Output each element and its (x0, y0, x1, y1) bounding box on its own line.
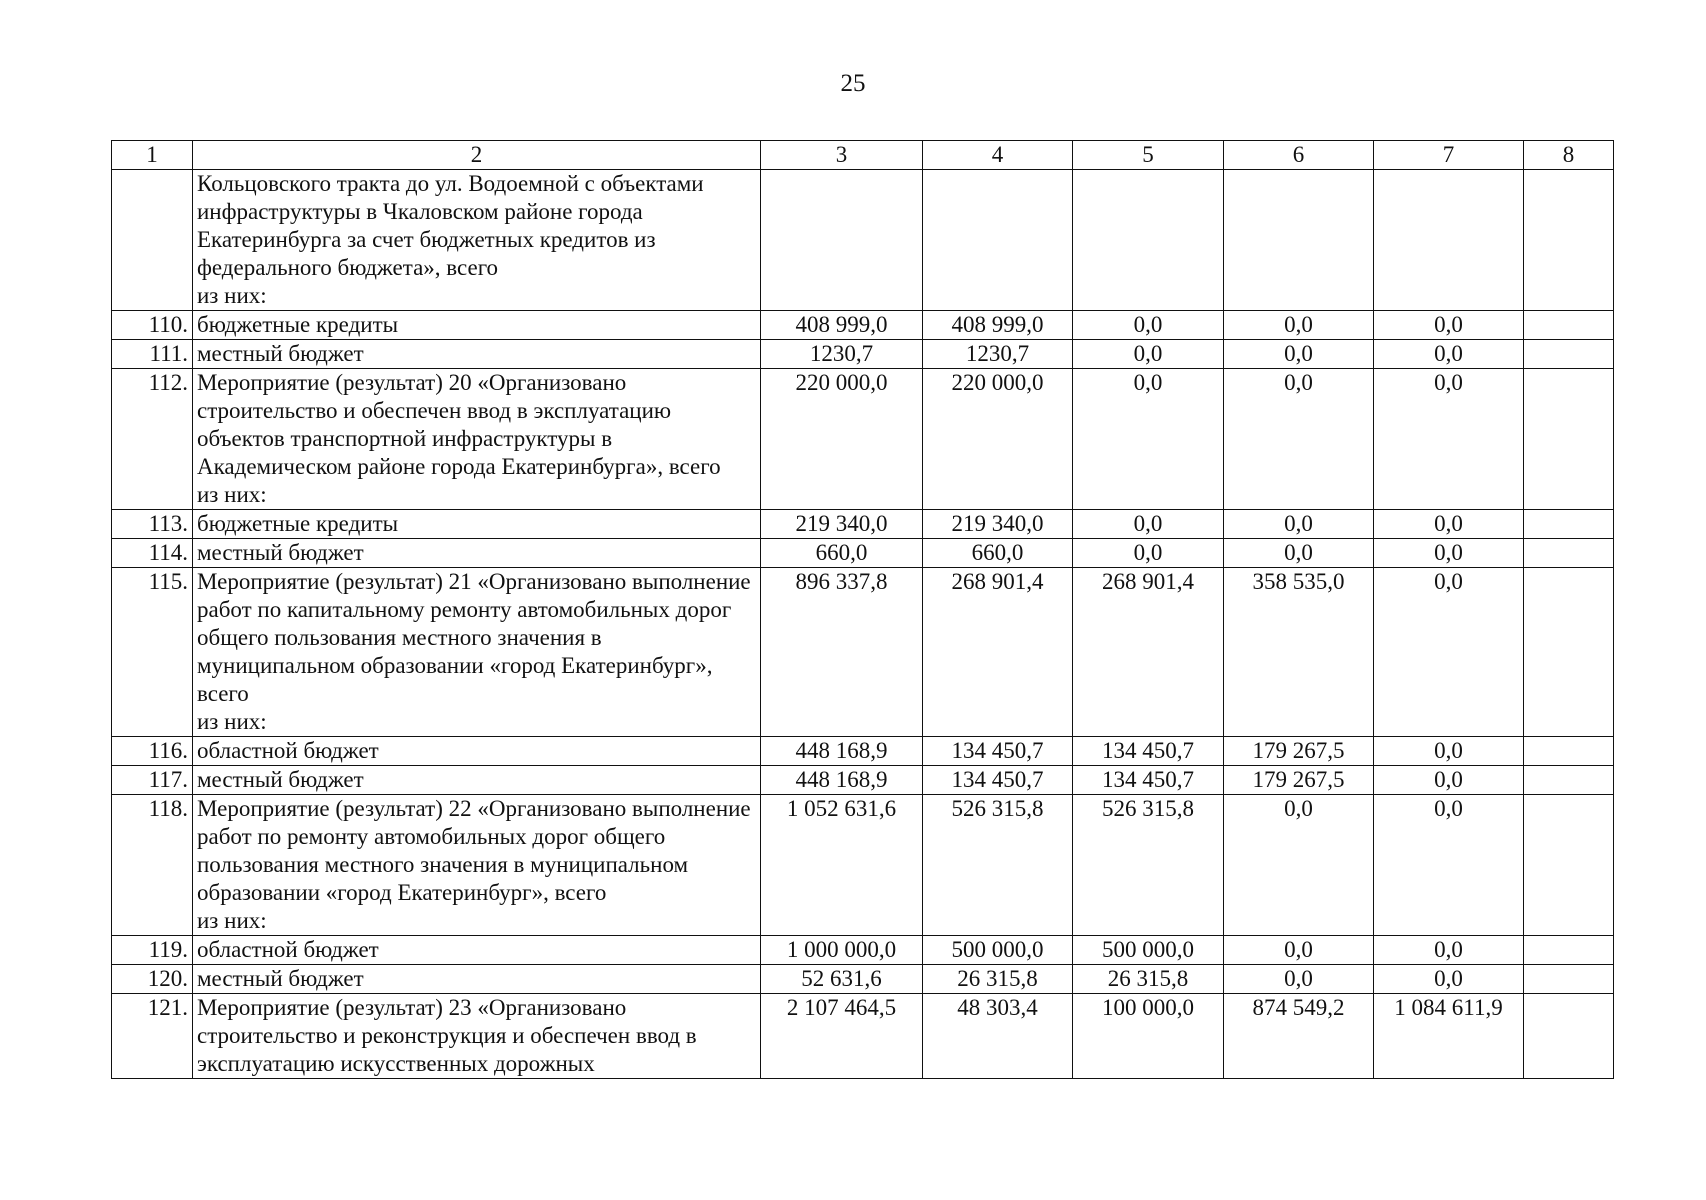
value-col-4: 134 450,7 (923, 737, 1073, 766)
table-row (112, 568, 1614, 737)
value-col-3: 448 168,9 (761, 737, 923, 766)
row-number: 121. (112, 994, 193, 1079)
value-col-4: 526 315,8 (923, 795, 1073, 936)
value-col-3: 1 000 000,0 (761, 936, 923, 965)
table-row (112, 795, 1614, 936)
header-cell-6: 6 (1224, 141, 1374, 170)
row-description: Мероприятие (результат) 23 «Организовано строительство и реконструкция и обеспечен ввод в эксплуатацию искусственных дорожных (193, 994, 761, 1079)
value-col-3: 219 340,0 (761, 510, 923, 539)
value-col-4: 500 000,0 (923, 936, 1073, 965)
value-col-3 (761, 170, 923, 311)
value-col-5: 134 450,7 (1073, 766, 1224, 795)
header-cell-4: 4 (923, 141, 1073, 170)
header-cell-8: 8 (1524, 141, 1614, 170)
value-col-8 (1524, 170, 1614, 311)
value-col-7: 0,0 (1374, 539, 1524, 568)
value-col-4: 48 303,4 (923, 994, 1073, 1079)
value-col-7: 0,0 (1374, 766, 1524, 795)
value-col-3: 660,0 (761, 539, 923, 568)
row-number: 116. (112, 737, 193, 766)
value-col-8 (1524, 510, 1614, 539)
value-col-3: 1 052 631,6 (761, 795, 923, 936)
value-col-5: 0,0 (1073, 340, 1224, 369)
row-number: 117. (112, 766, 193, 795)
table-row (112, 737, 1614, 766)
value-col-8 (1524, 994, 1614, 1079)
value-col-5: 0,0 (1073, 311, 1224, 340)
value-col-3: 2 107 464,5 (761, 994, 923, 1079)
row-number: 118. (112, 795, 193, 936)
value-col-3: 52 631,6 (761, 965, 923, 994)
value-col-7: 0,0 (1374, 965, 1524, 994)
budget-table (111, 140, 1614, 1079)
value-col-4: 134 450,7 (923, 766, 1073, 795)
row-number: 119. (112, 936, 193, 965)
row-number: 120. (112, 965, 193, 994)
value-col-4: 219 340,0 (923, 510, 1073, 539)
value-col-6 (1224, 170, 1374, 311)
value-col-8 (1524, 340, 1614, 369)
table-row (112, 766, 1614, 795)
value-col-8 (1524, 568, 1614, 737)
header-cell-3: 3 (761, 141, 923, 170)
value-col-7 (1374, 170, 1524, 311)
value-col-4: 220 000,0 (923, 369, 1073, 510)
value-col-4: 268 901,4 (923, 568, 1073, 737)
value-col-6: 0,0 (1224, 539, 1374, 568)
value-col-6: 0,0 (1224, 936, 1374, 965)
header-row (112, 141, 1614, 170)
value-col-5: 134 450,7 (1073, 737, 1224, 766)
row-description: местный бюджет (193, 539, 761, 568)
value-col-4: 660,0 (923, 539, 1073, 568)
row-number: 110. (112, 311, 193, 340)
row-number (112, 170, 193, 311)
value-col-5: 268 901,4 (1073, 568, 1224, 737)
value-col-5: 100 000,0 (1073, 994, 1224, 1079)
value-col-4: 26 315,8 (923, 965, 1073, 994)
table-row (112, 936, 1614, 965)
row-description: Мероприятие (результат) 22 «Организовано выполнение работ по ремонту автомобильных дорог общего пользования местного значения в муниципальном образовании «город Екатеринбург», всего из них: (193, 795, 761, 936)
value-col-6: 0,0 (1224, 965, 1374, 994)
value-col-3: 1230,7 (761, 340, 923, 369)
table-row (112, 311, 1614, 340)
value-col-6: 0,0 (1224, 795, 1374, 936)
page-number: 25 (840, 70, 866, 97)
value-col-4: 408 999,0 (923, 311, 1073, 340)
value-col-7: 0,0 (1374, 340, 1524, 369)
value-col-7: 0,0 (1374, 510, 1524, 539)
row-number: 114. (112, 539, 193, 568)
value-col-4 (923, 170, 1073, 311)
value-col-4: 1230,7 (923, 340, 1073, 369)
value-col-5: 0,0 (1073, 369, 1224, 510)
header-cell-1: 1 (112, 141, 193, 170)
table-row (112, 170, 1614, 311)
value-col-3: 408 999,0 (761, 311, 923, 340)
value-col-3: 896 337,8 (761, 568, 923, 737)
value-col-5: 0,0 (1073, 539, 1224, 568)
header-cell-7: 7 (1374, 141, 1524, 170)
value-col-7: 0,0 (1374, 369, 1524, 510)
value-col-7: 0,0 (1374, 568, 1524, 737)
row-description: местный бюджет (193, 340, 761, 369)
value-col-5: 526 315,8 (1073, 795, 1224, 936)
value-col-8 (1524, 936, 1614, 965)
row-description: Мероприятие (результат) 21 «Организовано выполнение работ по капитальному ремонту автомобильных дорог общего пользования местного значения в муниципальном образовании «город Екатеринбург», всего из них: (193, 568, 761, 737)
row-number: 115. (112, 568, 193, 737)
value-col-6: 179 267,5 (1224, 766, 1374, 795)
value-col-6: 0,0 (1224, 340, 1374, 369)
value-col-6: 179 267,5 (1224, 737, 1374, 766)
row-description: бюджетные кредиты (193, 311, 761, 340)
value-col-8 (1524, 311, 1614, 340)
table-row (112, 965, 1614, 994)
header-cell-2: 2 (193, 141, 761, 170)
table-body (112, 141, 1614, 1079)
value-col-8 (1524, 965, 1614, 994)
table-row (112, 539, 1614, 568)
row-number: 111. (112, 340, 193, 369)
row-description: Мероприятие (результат) 20 «Организовано строительство и обеспечен ввод в эксплуатацию объектов транспортной инфраструктуры в Академическом районе города Екатеринбурга», всего из них: (193, 369, 761, 510)
value-col-5: 500 000,0 (1073, 936, 1224, 965)
value-col-6: 0,0 (1224, 369, 1374, 510)
table-row (112, 340, 1614, 369)
row-description: бюджетные кредиты (193, 510, 761, 539)
table-row (112, 510, 1614, 539)
value-col-7: 1 084 611,9 (1374, 994, 1524, 1079)
value-col-7: 0,0 (1374, 795, 1524, 936)
row-description: областной бюджет (193, 737, 761, 766)
value-col-5 (1073, 170, 1224, 311)
value-col-8 (1524, 795, 1614, 936)
value-col-7: 0,0 (1374, 936, 1524, 965)
value-col-6: 358 535,0 (1224, 568, 1374, 737)
value-col-3: 220 000,0 (761, 369, 923, 510)
value-col-6: 0,0 (1224, 510, 1374, 539)
row-number: 112. (112, 369, 193, 510)
value-col-8 (1524, 539, 1614, 568)
value-col-3: 448 168,9 (761, 766, 923, 795)
value-col-5: 26 315,8 (1073, 965, 1224, 994)
table-row (112, 994, 1614, 1079)
value-col-7: 0,0 (1374, 737, 1524, 766)
value-col-8 (1524, 737, 1614, 766)
table-row (112, 369, 1614, 510)
value-col-8 (1524, 369, 1614, 510)
value-col-6: 0,0 (1224, 311, 1374, 340)
row-description: областной бюджет (193, 936, 761, 965)
header-cell-5: 5 (1073, 141, 1224, 170)
value-col-6: 874 549,2 (1224, 994, 1374, 1079)
value-col-5: 0,0 (1073, 510, 1224, 539)
row-description: местный бюджет (193, 766, 761, 795)
value-col-7: 0,0 (1374, 311, 1524, 340)
row-description: местный бюджет (193, 965, 761, 994)
row-number: 113. (112, 510, 193, 539)
row-description: Кольцовского тракта до ул. Водоемной с объектами инфраструктуры в Чкаловском районе города Екатеринбурга за счет бюджетных кредитов из федерального бюджета», всего из них: (193, 170, 761, 311)
value-col-8 (1524, 766, 1614, 795)
